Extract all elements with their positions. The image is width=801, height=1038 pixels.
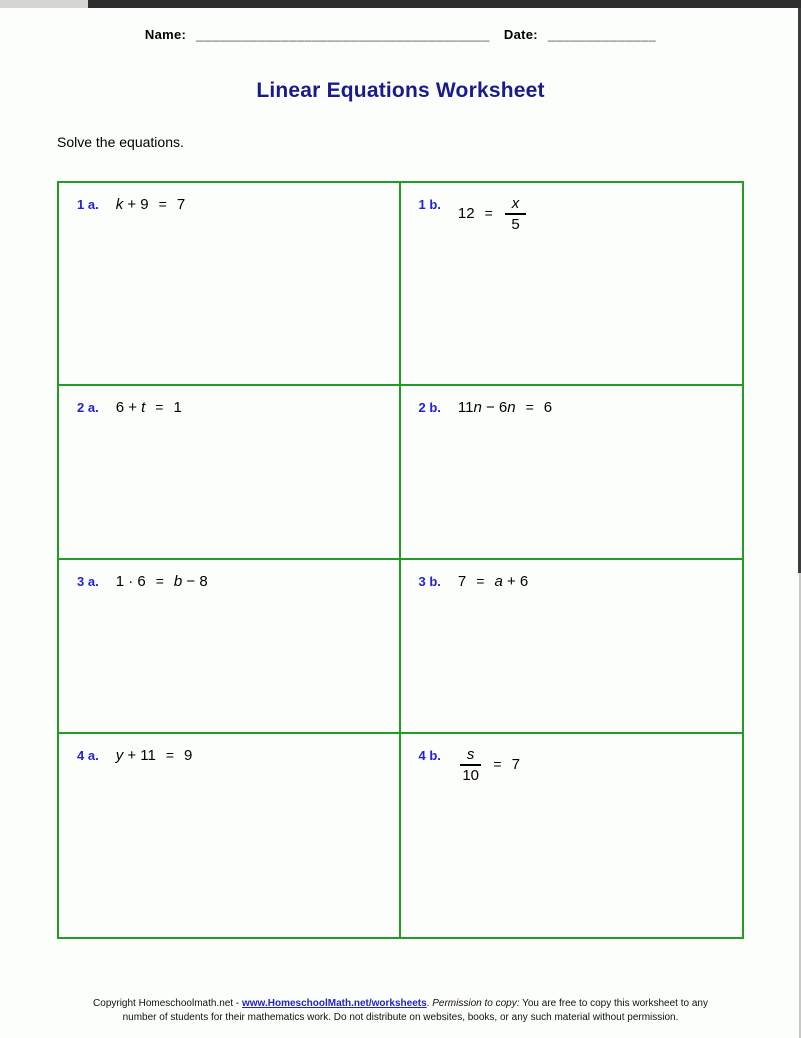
permission-text: You are free to copy this worksheet to any number of students for their mathematics work. Do not distribute on websites, books, or any such material without permission.	[122, 998, 708, 1023]
equation	[458, 196, 528, 232]
fraction-numerator: x	[505, 196, 527, 215]
term: 7	[511, 755, 520, 773]
problem-cell	[401, 183, 743, 386]
equals-sign: =	[484, 204, 493, 221]
term: + 6	[502, 573, 529, 590]
term: + 9	[123, 196, 149, 213]
term: − 6	[481, 399, 508, 416]
equation	[458, 747, 520, 783]
equation	[116, 196, 185, 213]
name-label: Name:	[144, 27, 187, 42]
equals-sign: =	[158, 196, 167, 212]
page-title: Linear Equations Worksheet	[256, 79, 545, 102]
fraction	[505, 196, 527, 232]
equation	[116, 747, 193, 764]
link-suffix: .	[426, 998, 433, 1009]
fraction-denominator: 10	[462, 767, 479, 784]
problem-cell	[59, 560, 401, 734]
problem-label: 1 a.	[77, 197, 99, 212]
equals-sign: =	[525, 399, 534, 415]
equals-sign: =	[493, 755, 502, 772]
problem-label: 4 b.	[418, 748, 441, 763]
variable: a	[494, 573, 503, 590]
top-strip-light-segment	[0, 0, 88, 8]
problem-cell	[401, 734, 743, 937]
problem-cell	[401, 386, 743, 560]
problem-cell	[59, 386, 401, 560]
instructions-text: Solve the equations.	[57, 134, 184, 150]
term: − 8	[182, 573, 208, 590]
variable: y	[115, 747, 124, 764]
variable: b	[173, 573, 183, 590]
worksheets-link[interactable]: www.HomeschoolMath.net/worksheets	[242, 998, 427, 1009]
problem-label: 2 b.	[418, 400, 441, 415]
variable: n	[507, 399, 516, 416]
problem-cell	[401, 560, 743, 734]
problem-label: 3 a.	[77, 574, 99, 589]
equals-sign: =	[476, 573, 485, 589]
permission-label: Permission to copy:	[432, 998, 520, 1009]
term: 6	[543, 399, 553, 416]
problem-cell	[59, 183, 401, 386]
term: 6 +	[115, 399, 142, 416]
term: 9	[184, 747, 193, 764]
problem-label: 1 b.	[418, 197, 441, 212]
fraction	[460, 747, 482, 783]
equals-sign: =	[155, 399, 164, 415]
footer	[0, 997, 801, 1025]
window-top-strip	[0, 0, 801, 8]
variable: t	[141, 399, 146, 416]
term: 7	[457, 573, 467, 590]
name-blank-line: ______________________________________	[196, 27, 490, 42]
equation	[116, 399, 182, 416]
term: 1 · 6	[115, 573, 146, 590]
problem-label: 3 b.	[418, 574, 441, 589]
top-strip-dark-segment	[88, 0, 801, 8]
footer-copyright-text	[88, 997, 713, 1025]
problem-label: 2 a.	[77, 400, 99, 415]
problem-label: 4 a.	[77, 748, 99, 763]
term: 12	[457, 204, 475, 222]
variable: n	[473, 399, 482, 416]
term: 1	[173, 399, 182, 416]
date-label: Date:	[503, 27, 538, 42]
equals-sign: =	[155, 573, 164, 589]
scrollbar[interactable]	[796, 8, 801, 1038]
problem-cell	[59, 734, 401, 937]
term: + 11	[123, 747, 156, 764]
term: 11	[457, 399, 474, 416]
problems-grid	[57, 181, 744, 939]
copyright-prefix: Copyright Homeschoolmath.net -	[93, 998, 242, 1009]
fraction-denominator: 5	[511, 216, 520, 233]
variable: k	[115, 196, 124, 213]
date-blank-line: ______________	[547, 27, 657, 42]
equation	[116, 573, 208, 590]
equation	[458, 399, 552, 416]
fraction-numerator: s	[460, 747, 482, 766]
term: 7	[176, 196, 186, 213]
equals-sign: =	[165, 747, 175, 763]
equation	[458, 573, 528, 590]
